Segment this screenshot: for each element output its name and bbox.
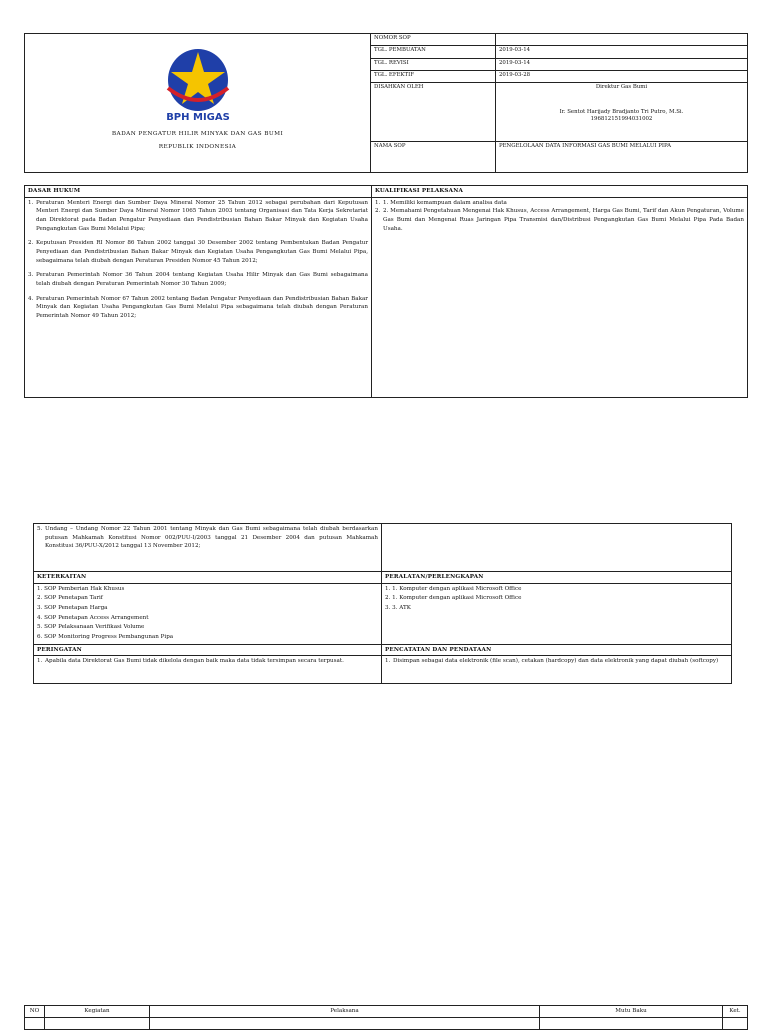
empty-cell	[540, 1017, 723, 1029]
bph-migas-logo	[158, 42, 238, 124]
pencatatan-title: PENCATATAN DAN PENDATAAN	[382, 644, 732, 656]
dasar-hukum-list	[25, 197, 372, 397]
tgl-efektif-label: TGL. EFEKTIF	[371, 70, 496, 82]
empty-cell	[25, 1017, 45, 1029]
list-item: 3. SOP Penetapan Harga	[37, 604, 108, 611]
disahkan-cell	[496, 83, 748, 142]
disahkan-nip: 196812151994031002	[590, 116, 653, 123]
list-item: 3. Peraturan Pemerintah Nomor 36 Tahun 2004 tentang Kegiatan Usaha Hilir Minyak dan Gas Bumi sebagaimana telah diubah dengan Peraturan Pemerintah Nomor 30 Tahun 2009;	[28, 272, 368, 287]
peringatan-list	[34, 656, 382, 684]
peralatan-title: PERALATAN/PERLENGKAPAN	[382, 572, 732, 584]
list-item: 2. 2. Memahami Pengetahuan Mengenai Hak Khusus, Access Arrangement, Harga Gas Bumi, Tarif dan Akun Pengaturan, Volume Gas Bumi dan Mengenai Ruas Jaringan Pipa Transmisi dan/Distribusi Pengangkutan Gas Bumi Melalui Pipa Pada Badan Usaha.	[375, 208, 744, 232]
nomor-sop-value	[496, 34, 748, 46]
list-item: 1. Disimpan sebagai data elektronik (file scan), cetakan (hardcopy) dan data elektronik yang dapat diubah (softcopy)	[385, 658, 719, 665]
col-mutu-baku: Mutu Baku	[540, 1006, 723, 1018]
tgl-pembuatan-value: 2019-03-14	[496, 46, 748, 58]
keterkaitan-list	[34, 583, 382, 644]
list-item: 5. SOP Pelaksanaan Verifikasi Volume	[37, 624, 145, 631]
list-item: 2. 1. Komputer dengan aplikasi Microsoft Office	[385, 595, 522, 602]
list-item: 2. SOP Penetapan Tarif	[37, 595, 103, 602]
procedure-table	[24, 1005, 748, 1030]
agency-cell	[25, 34, 371, 173]
col-no: NO	[25, 1006, 45, 1018]
list-item: 1. Apabila data Direktorat Gas Bumi tidak dikelola dengan baik maka data tidak tersimpan secara terpusat.	[37, 658, 344, 665]
disahkan-label: DISAHKAN OLEH	[371, 83, 496, 142]
list-item: 4. Peraturan Pemerintah Nomor 67 Tahun 2002 tentang Badan Pengatur Penyediaan dan Pendistribusian Bahan Bakar Minyak dan Kegiatan Usaha Pengangkutan Gas Bumi Melalui Pipa sebagaimana telah diubah dengan Peraturan Pemerintah Nomor 49 Tahun 2012;	[28, 295, 368, 319]
dasar-hukum-table	[24, 185, 748, 398]
tgl-revisi-value: 2019-03-14	[496, 58, 748, 70]
dasar-hukum-continued	[34, 524, 382, 572]
nomor-sop-label: NOMOR SOP	[371, 34, 496, 46]
list-item: 1. Peraturan Menteri Energi dan Sumber Daya Mineral Nomor 25 Tahun 2012 sebagai perubahan dari Keputusan Menteri Energi dan Sumber Daya Mineral Nomor 1065 Tahun 2003 tentang Organisasi dan Tata Kerja Sekretariat dan Direktorat pada Badan Pengatur Penyediaan dan Pendistribusian Bahan Bakar Minyak dan Kegiatan Usaha Pengangkutan Gas Bumi Melalui Pipa;	[28, 199, 368, 232]
list-item: 6. SOP Monitoring Progress Pembangunan Pipa	[37, 633, 174, 640]
kualifikasi-list	[372, 197, 748, 397]
nama-sop-value: PENGELOLAAN DATA INFORMASI GAS BUMI MELALUI PIPA	[496, 142, 748, 173]
keterkaitan-title: KETERKAITAN	[34, 572, 382, 584]
empty-cell	[45, 1017, 150, 1029]
agency-name-line2: REPUBLIK INDONESIA	[158, 144, 237, 150]
tgl-efektif-value: 2019-03-28	[496, 70, 748, 82]
col-ket: Ket.	[723, 1006, 748, 1018]
peralatan-list	[382, 583, 732, 644]
list-item: 4. SOP Penetapan Access Arrangement	[37, 614, 149, 621]
pencatatan-list	[382, 656, 732, 684]
sop-header-table	[24, 33, 748, 173]
list-item: 2. Keputusan Presiden RI Nomor 86 Tahun 2002 tanggal 30 Desember 2002 tentang Pembentukan Badan Pengatur Penyediaan dan Pendistribusian Bahan Bakar Minyak dan Kegiatan Usaha Pengangkutan Gas Bumi Melalui Pipa, sebagaimana telah diubah dengan Peraturan Presiden Nomor 45 Tahun 2012;	[28, 240, 368, 264]
empty-cell	[382, 524, 732, 572]
nama-sop-label: NAMA SOP	[371, 142, 496, 173]
list-item: 1. SOP Pemberian Hak Khusus	[37, 585, 125, 592]
agency-name-line1: BADAN PENGATUR HILIR MINYAK DAN GAS BUMI	[111, 131, 284, 137]
disahkan-title: Direktur Gas Bumi	[595, 84, 648, 90]
dasar-hukum-title: DASAR HUKUM	[25, 186, 372, 198]
peringatan-title: PERINGATAN	[34, 644, 382, 656]
kualifikasi-title: KUALIFIKASI PELAKSANA	[372, 186, 748, 198]
keterkaitan-table	[33, 523, 732, 684]
list-item: 1. 1. Komputer dengan aplikasi Microsoft Office	[385, 585, 522, 592]
list-item: 1. 1. Memiliki kemampuan dalam analisa data	[375, 199, 507, 206]
tgl-revisi-label: TGL. REVISI	[371, 58, 496, 70]
empty-cell	[150, 1017, 540, 1029]
tgl-pembuatan-label: TGL. PEMBUATAN	[371, 46, 496, 58]
col-kegiatan: Kegiatan	[45, 1006, 150, 1018]
list-item: 5. Undang – Undang Nomor 22 Tahun 2001 tentang Minyak dan Gas Bumi sebagaimana telah diubah berdasarkan putusan Mahkamah Konstitusi Nomor 002/PUU-I/2003 tanggal 21 Desember 2004 dan putusan Mahkamah Konstitusi 36/PUU-X/2012 tanggal 13 November 2012;	[37, 526, 378, 550]
empty-cell	[723, 1017, 748, 1029]
col-pelaksana: Pelaksana	[150, 1006, 540, 1018]
list-item: 3. 3. ATK	[385, 604, 411, 611]
disahkan-name: Ir. Sentot Harijady Bradjanto Tri Putro, M.Si.	[559, 109, 684, 116]
logo-text: BPH MIGAS	[166, 112, 230, 123]
